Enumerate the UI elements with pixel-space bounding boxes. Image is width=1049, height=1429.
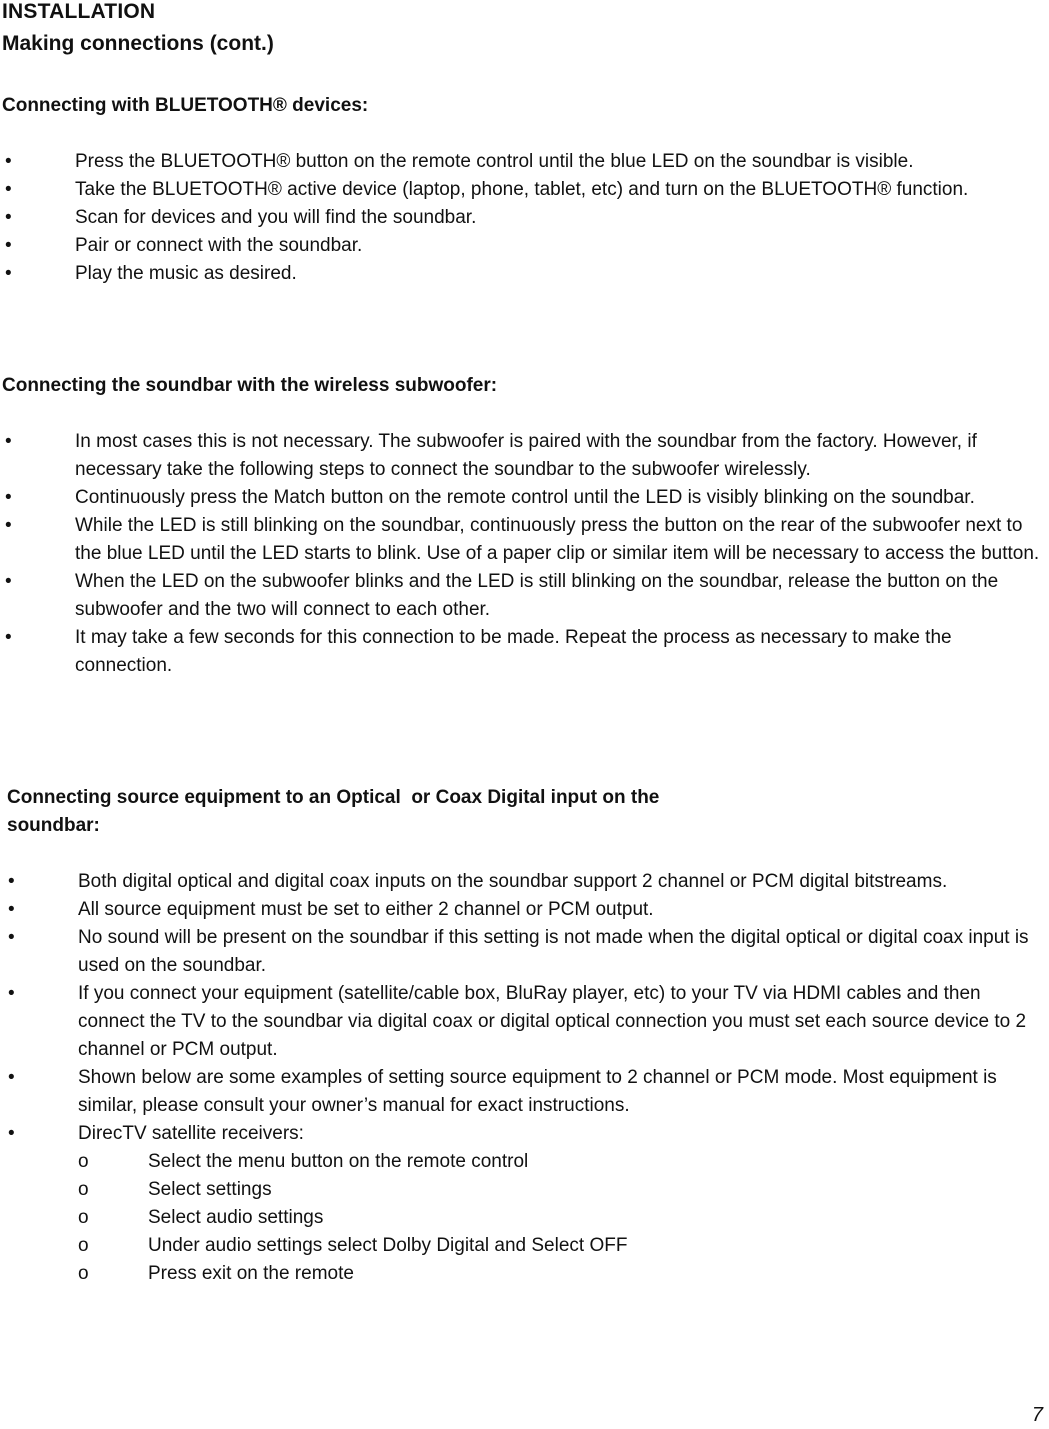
list-item <box>8 868 1046 896</box>
section-heading-bluetooth: Connecting with BLUETOOTH® devices: <box>2 95 369 116</box>
bullet-icon: • <box>8 871 15 892</box>
list-item-text: In most cases this is not necessary. The subwoofer is paired with the soundbar from the factory. However, if necessary take the following steps to connect the soundbar to the subwoofer wirelessly. <box>75 431 977 480</box>
list-item <box>5 204 1045 232</box>
digital-input-steps-list <box>8 868 1046 1288</box>
bullet-icon: • <box>5 571 12 592</box>
sub-bullet-icon: o <box>78 1235 89 1256</box>
sub-list-item <box>78 1260 1046 1288</box>
list-item <box>5 260 1045 288</box>
list-item-text: Pair or connect with the soundbar. <box>75 235 363 256</box>
list-item-text: If you connect your equipment (satellite/cable box, BluRay player, etc) to your TV via HDMI cables and then connect the TV to the soundbar via digital coax or digital optical connection you must set each source device to 2 channel or PCM output. <box>78 983 1027 1060</box>
list-item-text: Shown below are some examples of setting source equipment to 2 channel or PCM mode. Most equipment is similar, please consult your owner’s manual for exact instructions. <box>78 1067 997 1116</box>
sub-list-item-text: Press exit on the remote <box>148 1263 354 1284</box>
list-item <box>8 1064 1046 1120</box>
page-subtitle: Making connections (cont.) <box>2 32 274 55</box>
bullet-icon: • <box>5 179 12 200</box>
page-title: INSTALLATION <box>2 0 156 23</box>
sub-list-item <box>78 1148 1046 1176</box>
bullet-icon: • <box>8 1067 15 1088</box>
list-item-text: Press the BLUETOOTH® button on the remote control until the blue LED on the soundbar is visible. <box>75 151 914 172</box>
list-item-text: When the LED on the subwoofer blinks and the LED is still blinking on the soundbar, release the button on the subwoofer and the two will connect to each other. <box>75 571 999 620</box>
list-item-text: While the LED is still blinking on the soundbar, continuously press the button on the rear of the subwoofer next to the blue LED until the LED starts to blink. Use of a paper clip or similar item will be necessary to access the button. <box>75 515 1040 564</box>
section-heading-line: soundbar: <box>7 815 100 836</box>
list-item-text: Scan for devices and you will find the soundbar. <box>75 207 477 228</box>
list-item-text: Take the BLUETOOTH® active device (laptop, phone, tablet, etc) and turn on the BLUETOOTH® function. <box>75 179 969 200</box>
section-heading-line: Connecting source equipment to an Optical or Coax Digital input on the <box>7 787 660 808</box>
list-item-text: Play the music as desired. <box>75 263 297 284</box>
sub-list-item <box>78 1232 1046 1260</box>
section-heading-digital-input <box>7 784 807 840</box>
list-item <box>5 176 1045 204</box>
list-item <box>5 512 1045 568</box>
list-item <box>5 148 1045 176</box>
bullet-icon: • <box>8 927 15 948</box>
list-item <box>8 924 1046 980</box>
bullet-icon: • <box>5 207 12 228</box>
list-item <box>5 624 1045 680</box>
list-item-text: It may take a few seconds for this connection to be made. Repeat the process as necessary to make the connection. <box>75 627 952 676</box>
directv-steps-list <box>78 1148 1046 1288</box>
sub-list-item-text: Select settings <box>148 1179 272 1200</box>
list-item-text: No sound will be present on the soundbar if this setting is not made when the digital optical or digital coax input is used on the soundbar. <box>78 927 1029 976</box>
bullet-icon: • <box>5 515 12 536</box>
sub-list-item <box>78 1176 1046 1204</box>
bullet-icon: • <box>8 1123 15 1144</box>
sub-bullet-icon: o <box>78 1263 89 1284</box>
sub-list-item <box>78 1204 1046 1232</box>
list-item-text: Continuously press the Match button on the remote control until the LED is visibly blinking on the soundbar. <box>75 487 975 508</box>
sub-list-item-text: Under audio settings select Dolby Digital and Select OFF <box>148 1235 628 1256</box>
list-item-text: All source equipment must be set to either 2 channel or PCM output. <box>78 899 654 920</box>
list-item <box>5 484 1045 512</box>
sub-list-item-text: Select the menu button on the remote control <box>148 1151 529 1172</box>
list-item <box>5 428 1045 484</box>
list-item-text: Both digital optical and digital coax inputs on the soundbar support 2 channel or PCM digital bitstreams. <box>78 871 948 892</box>
section-heading-subwoofer: Connecting the soundbar with the wireless subwoofer: <box>2 375 498 396</box>
list-item <box>8 896 1046 924</box>
bullet-icon: • <box>8 983 15 1004</box>
sub-bullet-icon: o <box>78 1179 89 1200</box>
list-item <box>8 1120 1046 1288</box>
bullet-icon: • <box>5 151 12 172</box>
sub-bullet-icon: o <box>78 1207 89 1228</box>
list-item-text: DirecTV satellite receivers: <box>78 1123 304 1144</box>
list-item <box>5 568 1045 624</box>
list-item <box>5 232 1045 260</box>
bullet-icon: • <box>5 263 12 284</box>
bullet-icon: • <box>5 627 12 648</box>
list-item <box>8 980 1046 1064</box>
bullet-icon: • <box>8 899 15 920</box>
subwoofer-steps-list <box>5 428 1045 680</box>
bullet-icon: • <box>5 487 12 508</box>
page-number: 7 <box>1031 1404 1043 1426</box>
bluetooth-steps-list <box>5 148 1045 288</box>
sub-list-item-text: Select audio settings <box>148 1207 324 1228</box>
sub-bullet-icon: o <box>78 1151 89 1172</box>
bullet-icon: • <box>5 431 12 452</box>
bullet-icon: • <box>5 235 12 256</box>
